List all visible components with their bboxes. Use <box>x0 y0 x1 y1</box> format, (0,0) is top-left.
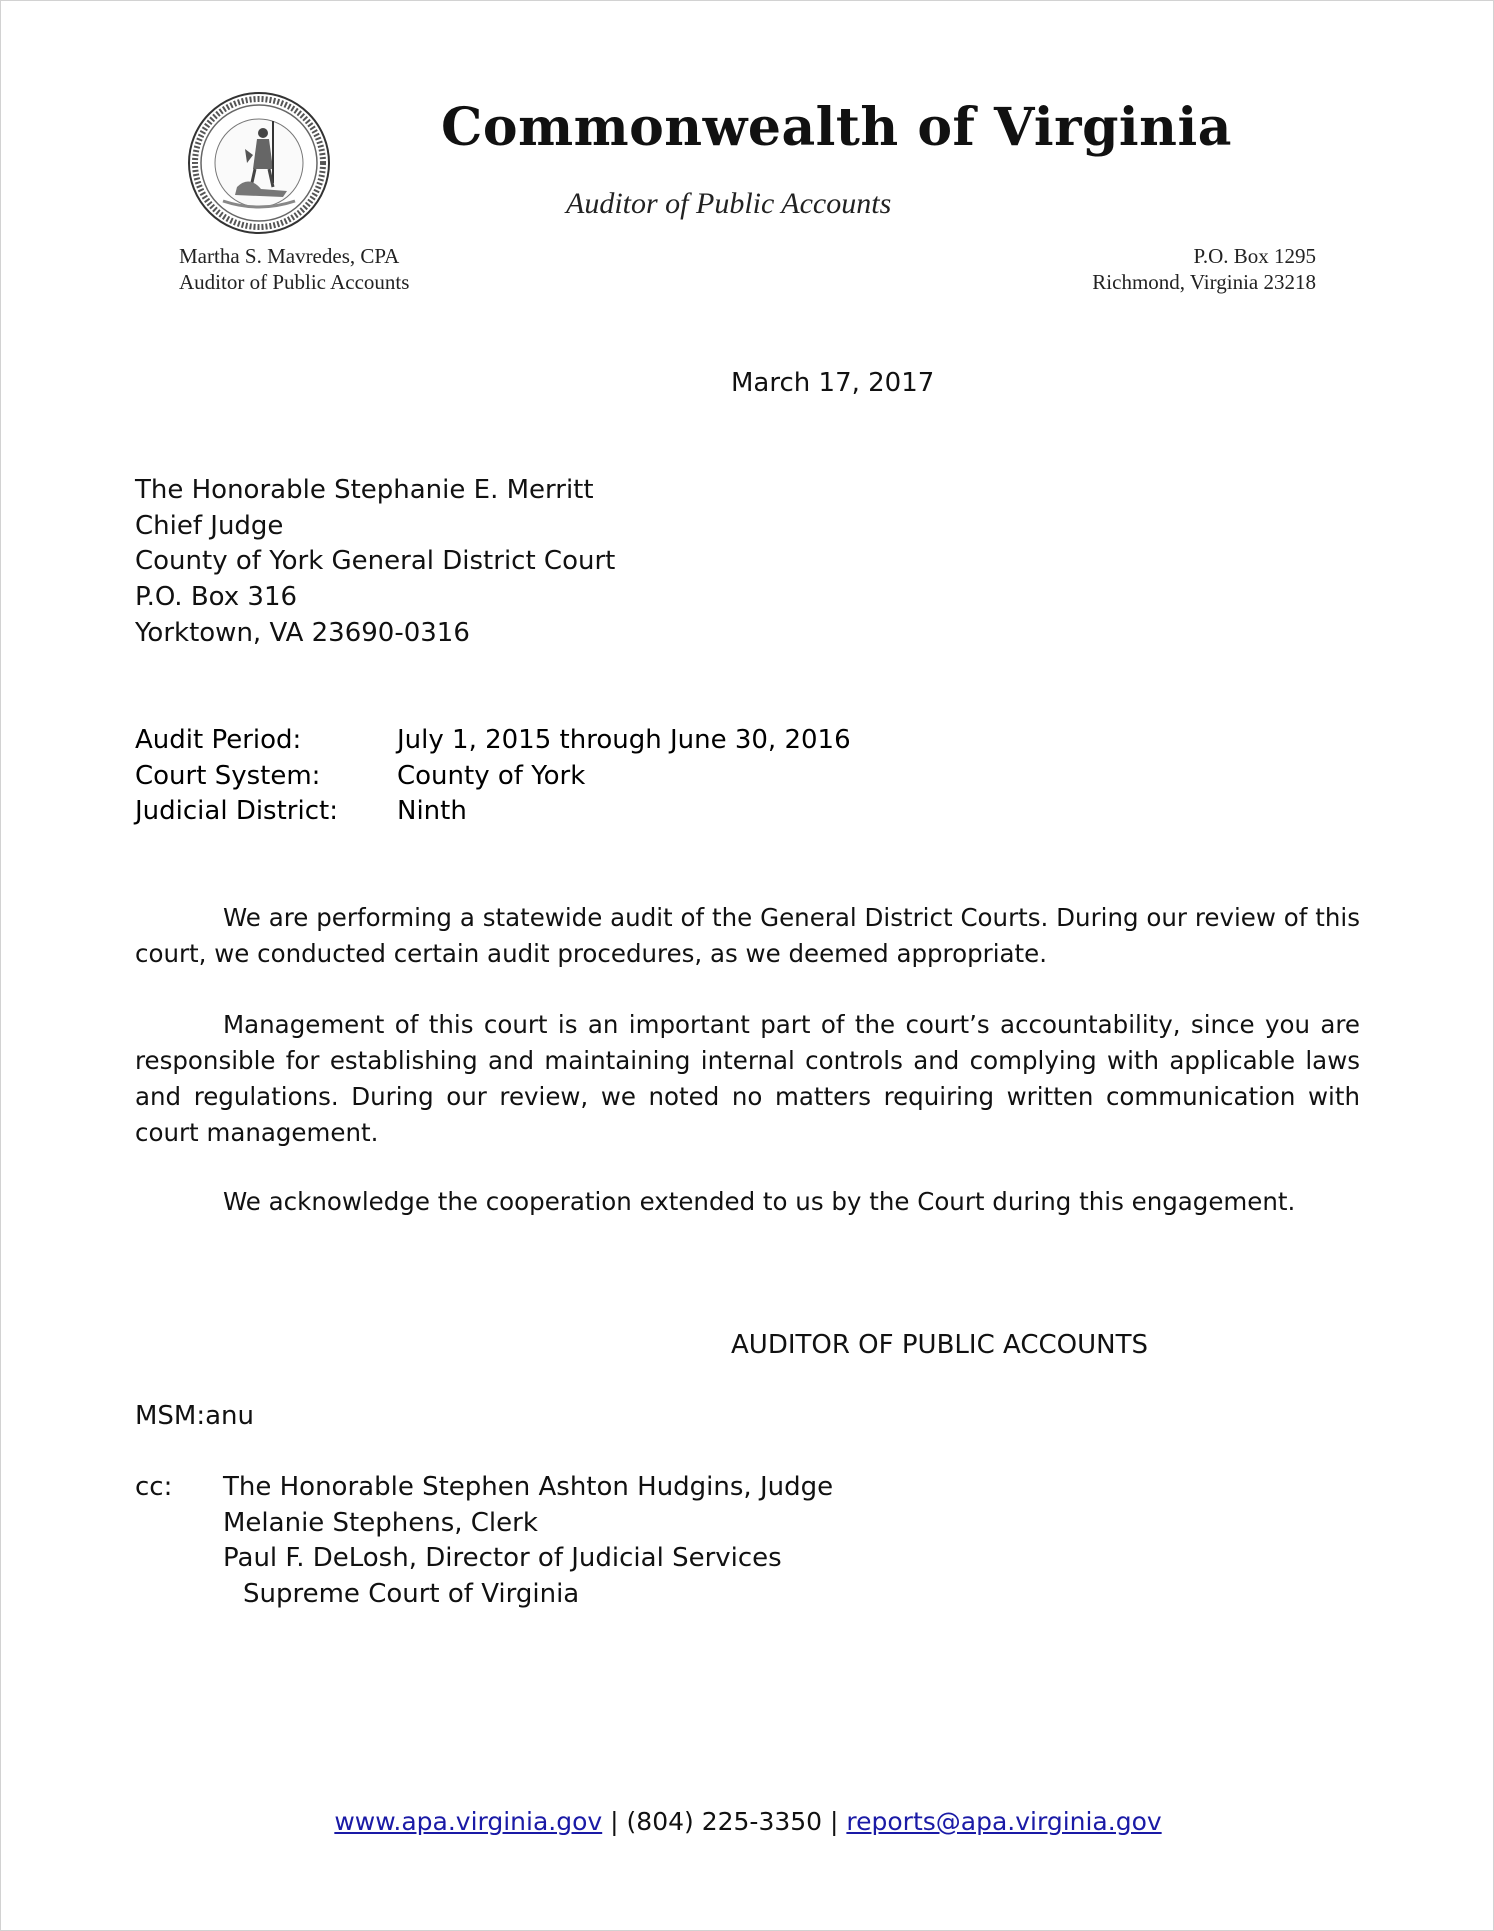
letterhead-heading: Commonwealth of Virginia <box>441 97 1232 158</box>
audit-info-value: July 1, 2015 through June 30, 2016 <box>397 725 851 755</box>
recipient-line: The Honorable Stephanie E. Merritt <box>135 475 594 505</box>
office-city: Richmond, Virginia 23218 <box>1092 270 1316 294</box>
auditor-title: Auditor of Public Accounts <box>179 270 410 294</box>
letter-date: March 17, 2017 <box>731 368 935 398</box>
office-po-box: P.O. Box 1295 <box>1193 244 1316 268</box>
website-link[interactable]: www.apa.virginia.gov <box>334 1807 603 1836</box>
body-paragraph: We are performing a statewide audit of the General District Courts. During our review of this court, we conducted certain audit procedures, as we deemed appropriate. <box>135 903 1360 968</box>
footer-separator: | <box>822 1807 847 1836</box>
recipient-line: P.O. Box 316 <box>135 582 298 612</box>
cc-recipient: Melanie Stephens, Clerk <box>223 1508 538 1538</box>
cc-label: cc: <box>135 1472 173 1502</box>
cc-recipient: The Honorable Stephen Ashton Hudgins, Judge <box>223 1472 834 1502</box>
recipient-line: County of York General District Court <box>135 546 616 576</box>
audit-info-label: Audit Period: <box>135 725 302 755</box>
virginia-state-seal-icon <box>187 91 331 235</box>
footer-phone: (804) 225-3350 <box>626 1807 823 1836</box>
footer-separator: | <box>602 1807 627 1836</box>
signature-block: AUDITOR OF PUBLIC ACCOUNTS <box>731 1330 1148 1360</box>
reference-initials: MSM:anu <box>135 1401 255 1431</box>
recipient-line: Yorktown, VA 23690-0316 <box>135 618 470 648</box>
cc-recipient: Supreme Court of Virginia <box>243 1579 580 1609</box>
audit-info-value: Ninth <box>397 796 467 826</box>
email-link[interactable]: reports@apa.virginia.gov <box>846 1807 1162 1836</box>
audit-info-label: Judicial District: <box>135 796 338 826</box>
audit-info-label: Court System: <box>135 761 321 791</box>
letterhead-subheading: Auditor of Public Accounts <box>566 187 892 220</box>
auditor-name: Martha S. Mavredes, CPA <box>179 244 400 268</box>
recipient-line: Chief Judge <box>135 511 284 541</box>
cc-recipient: Paul F. DeLosh, Director of Judicial Services <box>223 1543 782 1573</box>
body-paragraph: Management of this court is an important part of the court’s accountability, since you are responsible for establishing and maintaining internal controls and complying with applicable laws and regulations. During our review, we noted no matters requiring written communication with court management. <box>135 1010 1360 1147</box>
audit-info-value: County of York <box>397 761 586 791</box>
letter-footer <box>1 1807 1494 1836</box>
body-paragraph: We acknowledge the cooperation extended to us by the Court during this engagement. <box>223 1187 1296 1216</box>
